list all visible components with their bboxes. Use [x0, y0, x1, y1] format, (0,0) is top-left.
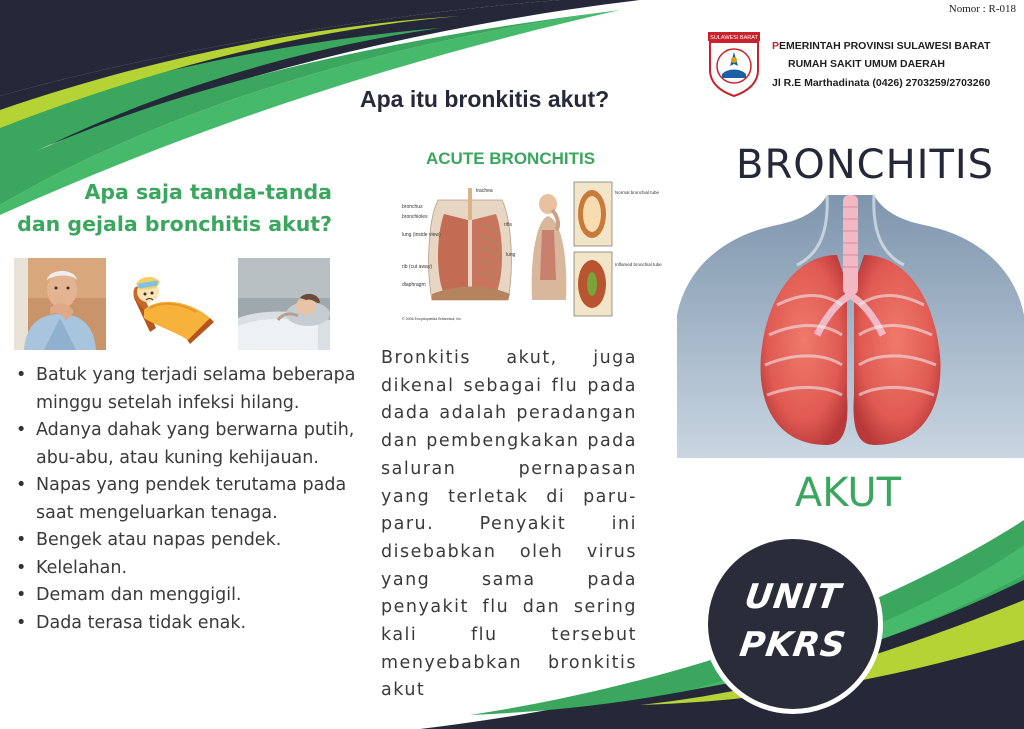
figure-credit: © 2006 Encyclopædia Britannica, Inc.	[402, 317, 462, 321]
symptom-item: • Bengek atau napas pendek.	[36, 527, 366, 555]
institution-line1: PEMERINTAH PROVINSI SULAWESI BARAT	[772, 40, 991, 52]
sick-in-bed-cartoon	[126, 258, 218, 350]
symptom-item: • Napas yang pendek terutama pada saat mengeluarkan tenaga.	[36, 472, 366, 527]
label-ribs: ribs	[504, 222, 513, 228]
label-lung-inside: lung (inside view)	[402, 232, 441, 238]
cover-title: BRONCHITIS	[736, 142, 995, 188]
symptom-item: • Demam dan menggigil.	[36, 582, 366, 610]
definition-text: Bronkitis akut, juga dikenal sebagai flu pada dada adalah peradangan dan pembengkakan pada saluran pernapasan yang terletak di paru-paru. Penyakit ini disebabkan oleh virus yang sama pada penyakit flu dan sering kali flu tersebut menyebabkan bronkitis akut	[381, 348, 637, 701]
bronchitis-anatomy-diagram	[398, 180, 662, 326]
symptom-item: • Dada terasa tidak enak.	[36, 610, 366, 638]
main-question: Apa itu bronkitis akut?	[360, 86, 610, 112]
label-trachea: trachea	[476, 188, 493, 194]
province-logo	[704, 30, 764, 98]
institution-line3: Jl R.E Marthadinata (0426) 2703259/2703260	[772, 77, 991, 89]
badge-line2: PKRS	[737, 625, 849, 665]
symptoms-list	[14, 362, 366, 637]
symptom-item: • Kelelahan.	[36, 555, 366, 583]
label-bronchus: bronchus	[402, 204, 423, 210]
figure-title: ACUTE BRONCHITIS	[426, 149, 596, 168]
document-number: Nomor : R-018	[948, 3, 1016, 15]
lungs-illustration	[677, 195, 1024, 458]
label-normal-tube: Normal bronchial tube	[615, 190, 660, 195]
label-inflamed-tube: Inflamed bronchial tube	[615, 262, 662, 267]
symptoms-title: Apa saja tanda-tanda dan gejala bronchitis akut?	[17, 180, 332, 236]
cover-subtitle: AKUT	[794, 470, 902, 516]
logo-banner-text: SULAWESI BARAT	[710, 35, 758, 41]
symptom-item: • Adanya dahak yang berwarna putih, abu-abu, atau kuning kehijauan.	[36, 417, 366, 472]
person-resting-photo	[238, 258, 330, 350]
label-lung: lung	[506, 252, 516, 258]
label-rib-cut: rib (cut away)	[402, 264, 433, 270]
coughing-man-photo	[14, 258, 106, 350]
label-diaphragm: diaphragm	[402, 282, 426, 288]
institution-line2: RUMAH SAKIT UMUM DAERAH	[788, 58, 945, 70]
label-bronchioles: bronchioles	[402, 214, 428, 220]
unit-pkrs-badge	[703, 534, 883, 714]
badge-line1: UNIT	[742, 577, 844, 617]
symptom-item: • Batuk yang terjadi selama beberapa minggu setelah infeksi hilang.	[36, 362, 366, 417]
